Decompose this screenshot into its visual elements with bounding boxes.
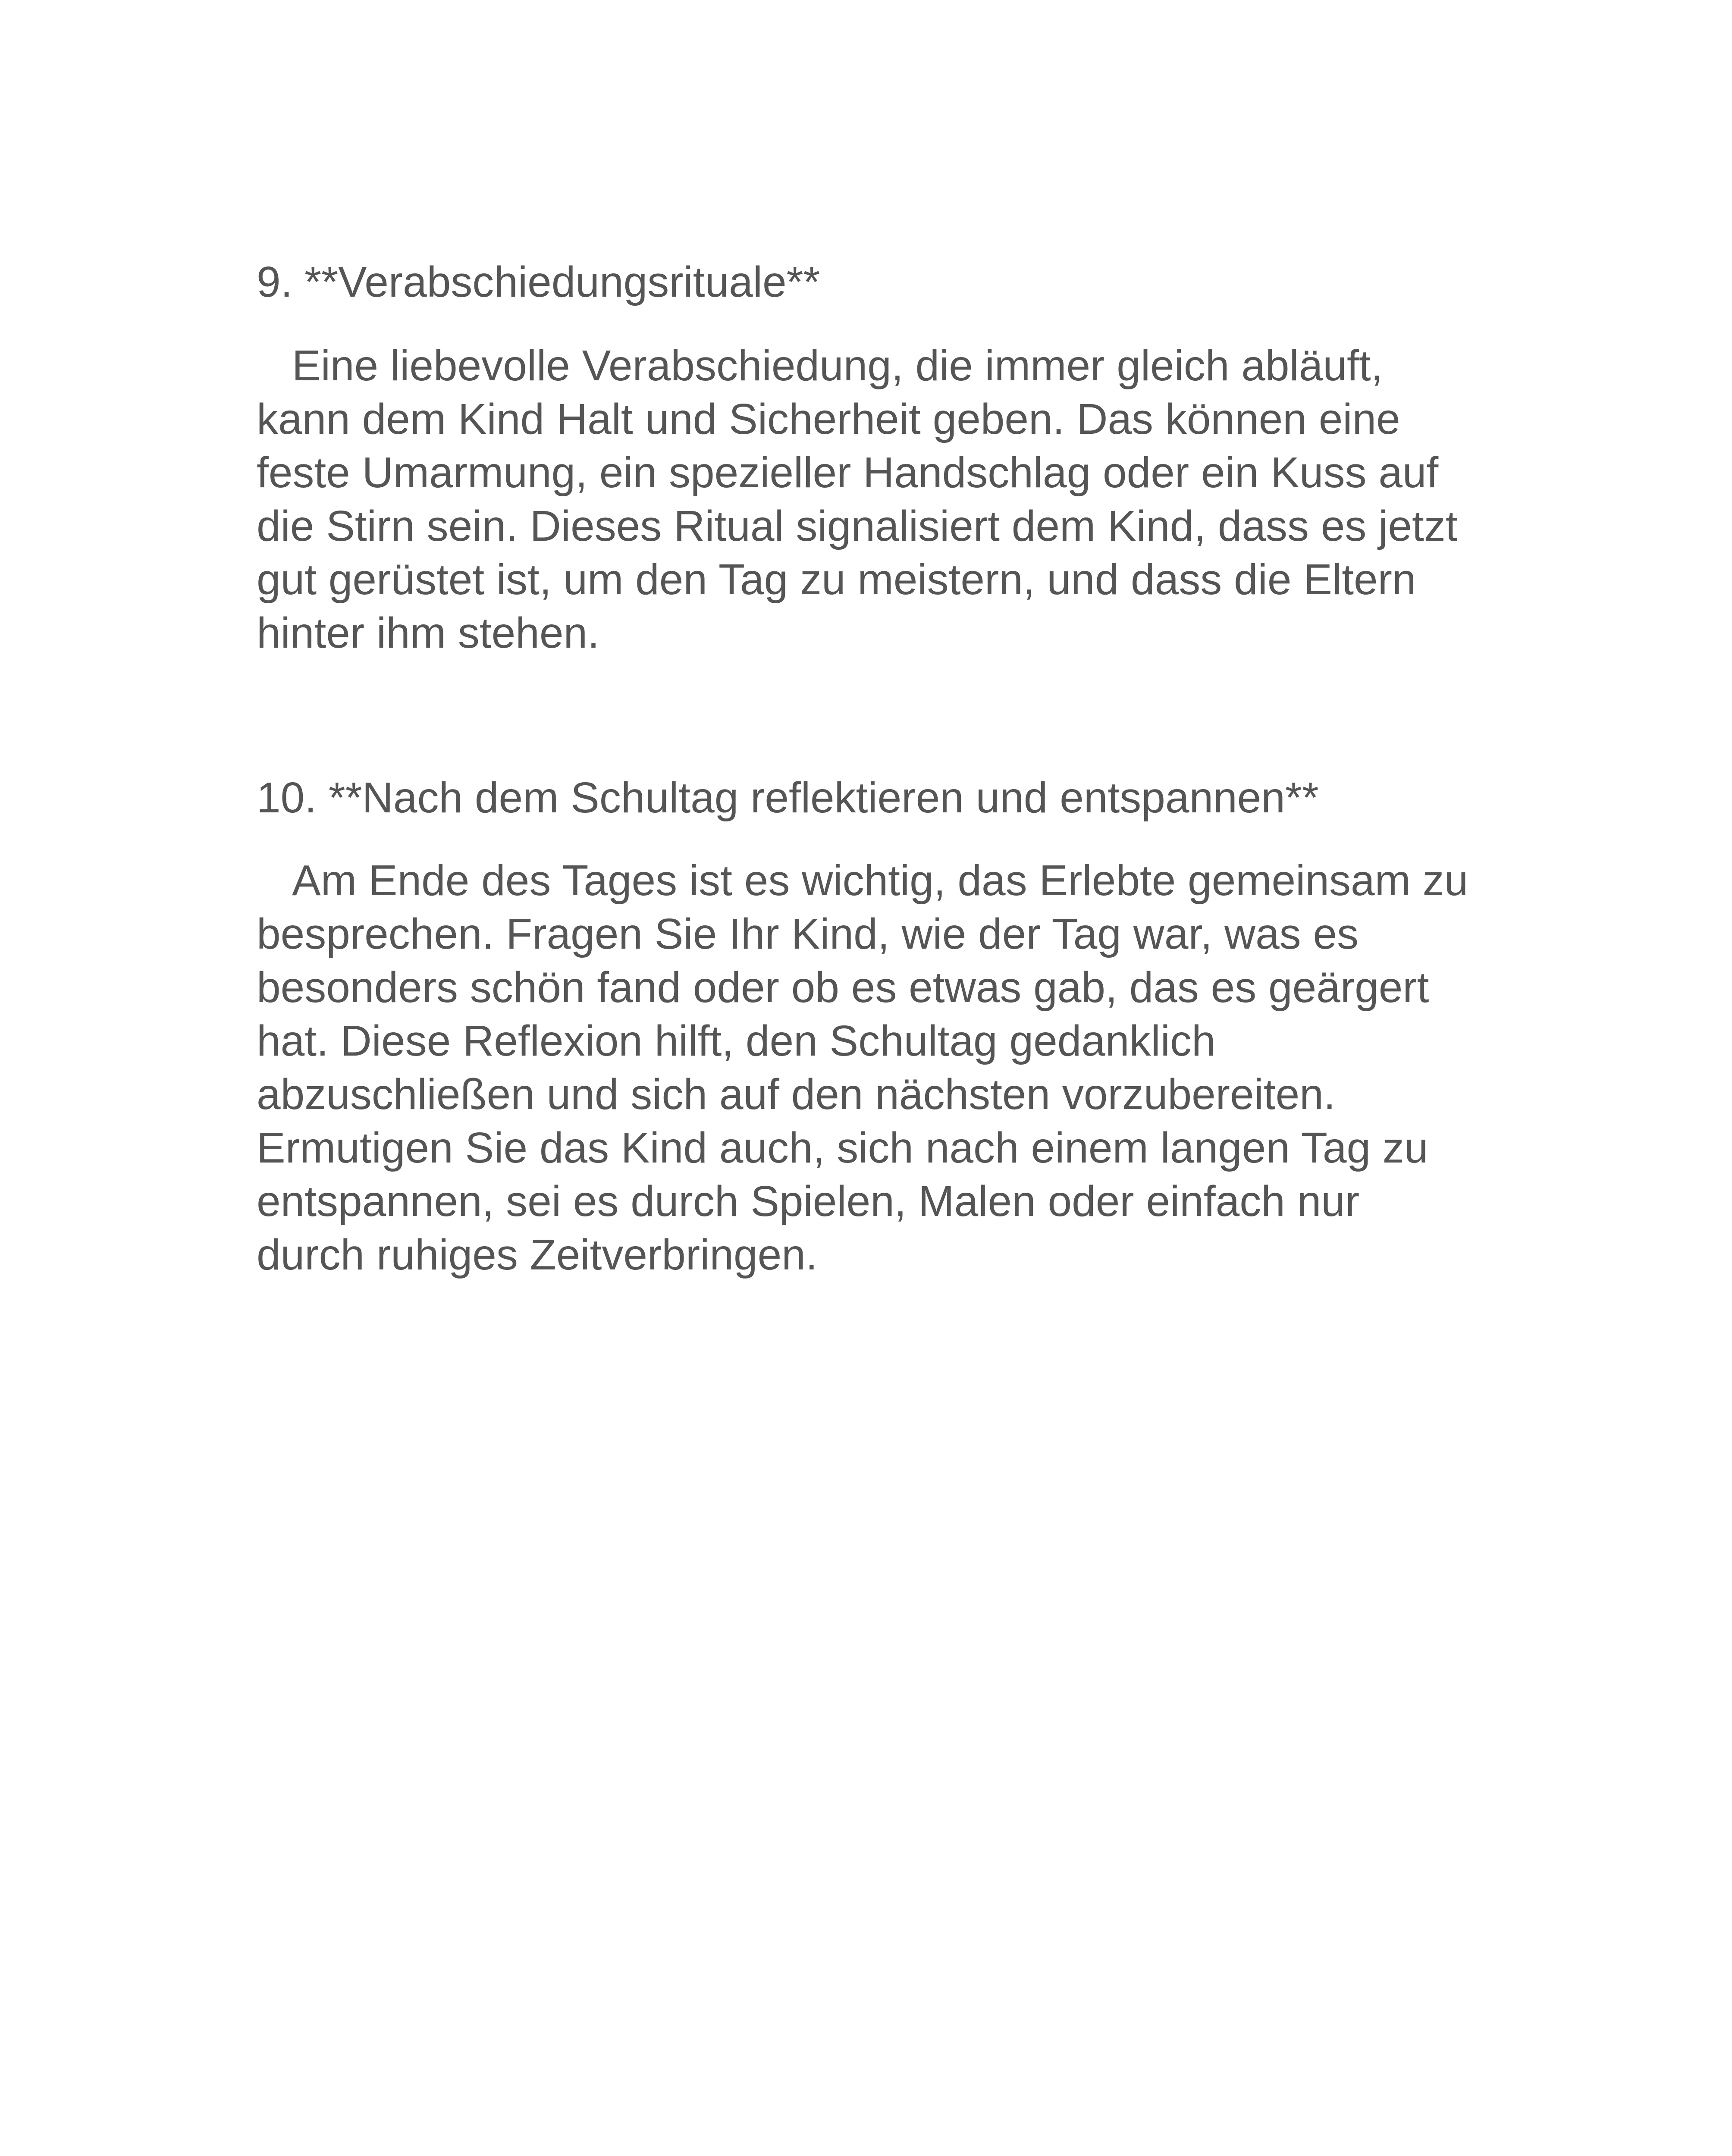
paragraph-line: hinter ihm stehen. bbox=[257, 609, 599, 657]
paragraph-line: entspannen, sei es durch Spielen, Malen oder einfach nur bbox=[257, 1177, 1360, 1225]
paragraph-line: feste Umarmung, ein spezieller Handschlag oder ein Kuss auf bbox=[257, 448, 1439, 497]
paragraph-line: besonders schön fand oder ob es etwas gab, das es geärgert bbox=[257, 963, 1429, 1012]
paragraph-line: besprechen. Fragen Sie Ihr Kind, wie der Tag war, was es bbox=[257, 910, 1359, 958]
paragraph-line: Ermutigen Sie das Kind auch, sich nach einem langen Tag zu bbox=[257, 1124, 1428, 1172]
paragraph-line: durch ruhiges Zeitverbringen. bbox=[257, 1231, 818, 1279]
paragraph-line: hat. Diese Reflexion hilft, den Schultag gedanklich bbox=[257, 1017, 1216, 1065]
section-heading-verabschiedungsrituale: 9. **Verabschiedungsrituale** bbox=[257, 258, 820, 306]
paragraph-line: die Stirn sein. Dieses Ritual signalisiert dem Kind, dass es jetzt bbox=[257, 502, 1458, 550]
section-paragraph-nach-dem-schultag bbox=[257, 854, 1507, 1282]
paragraph-line: Eine liebevolle Verabschiedung, die immer gleich abläuft, bbox=[292, 342, 1383, 390]
paragraph-line: Am Ende des Tages ist es wichtig, das Erlebte gemeinsam zu bbox=[292, 856, 1468, 905]
section-heading-nach-dem-schultag: 10. **Nach dem Schultag reflektieren und entspannen** bbox=[257, 774, 1319, 822]
section-paragraph-verabschiedungsrituale bbox=[257, 339, 1507, 660]
paragraph-line: kann dem Kind Halt und Sicherheit geben. Das können eine bbox=[257, 395, 1400, 443]
paragraph-line: abzuschließen und sich auf den nächsten vorzubereiten. bbox=[257, 1070, 1336, 1119]
paragraph-line: gut gerüstet ist, um den Tag zu meistern, und dass die Eltern bbox=[257, 555, 1416, 604]
